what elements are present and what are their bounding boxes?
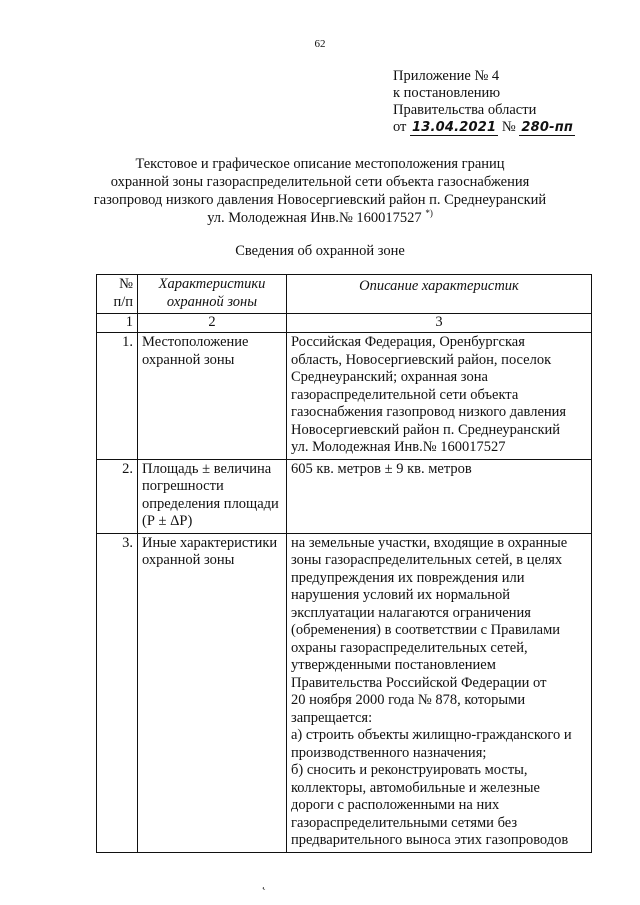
appendix-block xyxy=(393,68,575,136)
description-line: дороги с расположенными на них xyxy=(291,797,500,813)
scan-speck: ˛ xyxy=(262,876,266,890)
column-number-3: 3 xyxy=(287,314,592,333)
description-line: запрещается: xyxy=(291,709,373,726)
description-line: предупреждения их повреждения или xyxy=(291,569,525,586)
table-row xyxy=(97,533,592,852)
description-line: а) строить объекты жилищно-гражданского и xyxy=(291,727,572,743)
appendix-line-1: Приложение № 4 xyxy=(393,68,500,84)
row-number: 2. xyxy=(97,459,138,533)
header-characteristics-line-1: Характеристики xyxy=(158,276,266,292)
document-heading xyxy=(60,155,580,227)
description-line: предварительного выноса этих газопроводов xyxy=(291,832,569,848)
description-line: Российская Федерация, Оренбургская xyxy=(291,334,525,350)
footnote-mark: *) xyxy=(425,208,433,219)
table-row xyxy=(97,333,592,460)
row-description xyxy=(287,533,592,852)
table-header-row xyxy=(97,275,592,314)
heading-line-3: газопровод низкого давления Новосергиевский район п. Среднеуранский xyxy=(93,192,547,208)
description-line: на земельные участки, входящие в охранные xyxy=(291,534,568,551)
appendix-line-3: Правительства области xyxy=(393,102,537,118)
description-line: б) сносить и реконструировать мосты, xyxy=(291,762,528,778)
description-line: газораспределительной сети объекта xyxy=(291,386,519,403)
description-line: область, Новосергиевский район, поселок xyxy=(291,351,552,368)
appendix-line-2: к постановлению xyxy=(393,85,501,101)
description-line: (обременения) в соответствии с Правилами xyxy=(291,622,561,638)
header-number-line-1: № xyxy=(119,276,133,292)
row-characteristic: Площадь ± величина погрешности определения площади (Р ± ΔР) xyxy=(138,459,287,533)
table-row xyxy=(97,459,592,533)
appendix-date-line xyxy=(393,119,575,136)
description-line: охраны газораспределительных сетей, xyxy=(291,639,528,656)
row-number: 3. xyxy=(97,533,138,852)
row-description xyxy=(287,459,592,533)
description-line: газоснабжения газопровод низкого давления xyxy=(291,404,567,420)
heading-line-1: Текстовое и графическое описание местоположения границ xyxy=(135,156,505,172)
header-description: Описание характеристик xyxy=(287,275,592,314)
column-number-2: 2 xyxy=(138,314,287,333)
description-line: Правительства Российской Федерации от xyxy=(291,674,547,691)
header-characteristics-line-2: охранной зоны xyxy=(166,293,258,310)
row-number: 1. xyxy=(97,333,138,460)
header-number xyxy=(97,275,138,314)
heading-line-4 xyxy=(60,209,580,227)
column-number-row xyxy=(97,314,592,333)
description-line: газораспределительными сетями без xyxy=(291,814,518,831)
description-line: 20 ноября 2000 года № 878, которыми xyxy=(291,692,526,708)
protection-zone-table xyxy=(96,274,592,853)
description-line: Новосергиевский район п. Среднеуранский xyxy=(291,421,561,438)
page-number: 62 xyxy=(314,38,326,50)
description-line: зоны газораспределительных сетей, в целях xyxy=(291,552,563,568)
heading-line-2: охранной зоны газораспределительной сети объекта газоснабжения xyxy=(110,174,530,190)
description-line: утвержденными постановлением xyxy=(291,657,496,673)
appendix-number-prefix: № xyxy=(501,119,516,135)
row-description xyxy=(287,333,592,460)
heading-line-4-text: ул. Молодежная Инв.№ 160017527 xyxy=(207,210,422,226)
column-number-1: 1 xyxy=(97,314,138,333)
header-number-line-2: п/п xyxy=(113,293,133,310)
description-line: эксплуатации налагаются ограничения xyxy=(291,604,531,621)
row-characteristic: Иные характеристики охранной зоны xyxy=(138,533,287,852)
section-title: Сведения об охранной зоне xyxy=(235,243,405,259)
description-line: производственного назначения; xyxy=(291,744,487,761)
description-line: Среднеуранский; охранная зона xyxy=(291,369,488,385)
description-line: коллекторы, автомобильные и железные xyxy=(291,779,540,796)
description-line: 605 кв. метров ± 9 кв. метров xyxy=(291,460,472,477)
description-line: нарушения условий их нормальной xyxy=(291,587,511,603)
header-characteristics xyxy=(138,275,287,314)
handwritten-number: 280-пп xyxy=(521,120,574,135)
row-characteristic: Местоположение охранной зоны xyxy=(138,333,287,460)
appendix-from-prefix: от xyxy=(393,119,407,135)
handwritten-date: 13.04.2021 xyxy=(412,120,497,135)
description-line: ул. Молодежная Инв.№ 160017527 xyxy=(291,439,506,455)
